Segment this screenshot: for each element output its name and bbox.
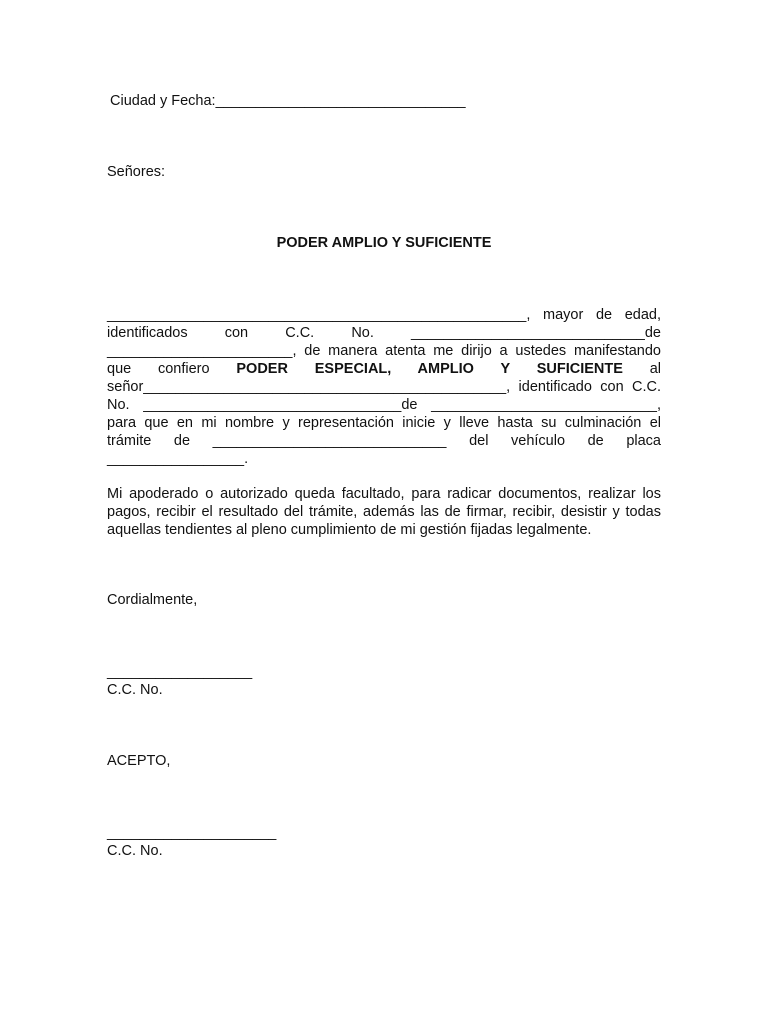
paragraph-grant	[107, 306, 661, 468]
paragraph-line: _______________________, de manera atenta me dirijo a ustedes manifestando	[107, 343, 661, 359]
city-date-field: Ciudad y Fecha:_______________________________	[110, 93, 466, 109]
paragraph-line: trámite de _____________________________ del vehículo de placa	[107, 433, 661, 449]
document-title: PODER AMPLIO Y SUFICIENTE	[276, 235, 492, 251]
paragraph-line	[107, 360, 661, 378]
paragraph-faculties	[107, 485, 661, 539]
paragraph-line: pagos, recibir el resultado del trámite, además las de firmar, recibir, desistir y todas	[107, 504, 661, 520]
greeting: Señores:	[107, 164, 166, 180]
paragraph-line: No. ________________________________de ____________________________,	[107, 397, 661, 413]
paragraph-line-text: al	[622, 361, 661, 377]
power-type-bold: PODER ESPECIAL, AMPLIO Y SUFICIENTE	[236, 361, 623, 377]
signature-id-attorney: C.C. No.	[107, 843, 163, 859]
paragraph-line: ____________________________________________________, mayor de edad,	[107, 307, 661, 323]
paragraph-line: aquellas tendientes al pleno cumplimiento de mi gestión fijadas legalmente.	[107, 522, 592, 538]
paragraph-line: para que en mi nombre y representación inicie y lleve hasta su culminación el	[107, 415, 661, 431]
paragraph-line: identificados con C.C. No. _____________________________de	[107, 325, 661, 341]
signature-id-grantor: C.C. No.	[107, 682, 163, 698]
paragraph-line-text: que confiero	[107, 361, 237, 377]
closing: Cordialmente,	[107, 592, 198, 608]
paragraph-line: señor_____________________________________________, identificado con C.C.	[107, 379, 661, 395]
acceptance-label: ACEPTO,	[107, 753, 171, 769]
signature-line-attorney: _____________________	[107, 825, 277, 841]
paragraph-line: _________________.	[107, 451, 249, 467]
paragraph-line: Mi apoderado o autorizado queda facultado, para radicar documentos, realizar los	[107, 486, 661, 502]
signature-line-grantor: __________________	[107, 664, 253, 680]
